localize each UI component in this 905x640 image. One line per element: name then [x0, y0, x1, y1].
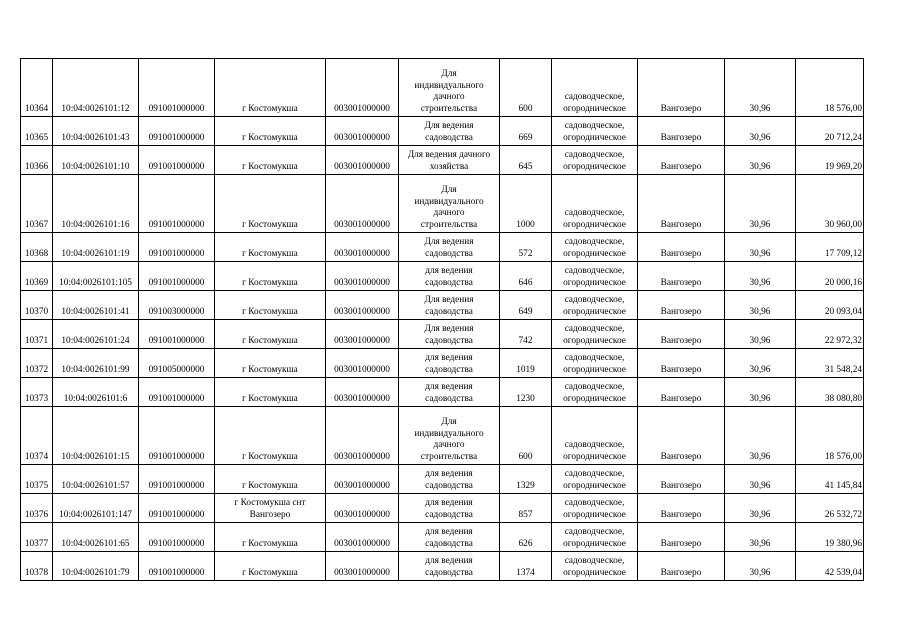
rate-cell: 30,96	[725, 465, 796, 494]
row-number-cell: 10375	[21, 465, 53, 494]
row-number-cell: 10374	[21, 407, 53, 465]
rate-cell: 30,96	[725, 146, 796, 175]
table-row	[21, 349, 864, 378]
row-number-cell: 10378	[21, 552, 53, 581]
zone-cell: Вангозеро	[638, 233, 725, 262]
cadastral-number-cell: 10:04:0026101:24	[53, 320, 139, 349]
location-cell: г Костомукша	[215, 320, 326, 349]
rate-cell: 30,96	[725, 117, 796, 146]
row-number-cell: 10376	[21, 494, 53, 523]
cadastral-value-cell: 20 093,04	[796, 291, 864, 320]
area-cell: 646	[500, 262, 552, 291]
location-cell: г Костомукша	[215, 291, 326, 320]
rate-cell: 30,96	[725, 494, 796, 523]
category-cell: садоводческое, огородническое	[552, 523, 638, 552]
table-row	[21, 175, 864, 233]
rate-cell: 30,96	[725, 59, 796, 117]
zone-cell: Вангозеро	[638, 523, 725, 552]
zone-cell: Вангозеро	[638, 349, 725, 378]
zone-cell: Вангозеро	[638, 146, 725, 175]
permitted-use-cell: Для ведения дачного хозяйства	[399, 146, 500, 175]
area-cell: 1329	[500, 465, 552, 494]
zone-cell: Вангозеро	[638, 378, 725, 407]
zone-cell: Вангозеро	[638, 465, 725, 494]
table-row	[21, 378, 864, 407]
permitted-use-cell: Для ведения садоводства	[399, 320, 500, 349]
cadastral-number-cell: 10:04:0026101:57	[53, 465, 139, 494]
use-code-cell: 003001000000	[326, 175, 399, 233]
rate-cell: 30,96	[725, 233, 796, 262]
cadastral-value-cell: 22 972,32	[796, 320, 864, 349]
location-cell: г Костомукша снт Вангозеро	[215, 494, 326, 523]
use-code-cell: 003001000000	[326, 320, 399, 349]
cadastral-value-cell: 20 000,16	[796, 262, 864, 291]
area-cell: 649	[500, 291, 552, 320]
land-plots-table	[20, 58, 864, 581]
row-number-cell: 10365	[21, 117, 53, 146]
cadastral-number-cell: 10:04:0026101:19	[53, 233, 139, 262]
rate-cell: 30,96	[725, 262, 796, 291]
use-code-cell: 003001000000	[326, 407, 399, 465]
permitted-use-cell: Для индивидуального дачного строительства	[399, 59, 500, 117]
okato-code-cell: 091003000000	[139, 291, 215, 320]
cadastral-value-cell: 17 709,12	[796, 233, 864, 262]
zone-cell: Вангозеро	[638, 59, 725, 117]
rate-cell: 30,96	[725, 407, 796, 465]
table-row	[21, 146, 864, 175]
table-row	[21, 465, 864, 494]
rate-cell: 30,96	[725, 291, 796, 320]
category-cell: садоводческое, огородническое	[552, 233, 638, 262]
okato-code-cell: 091001000000	[139, 59, 215, 117]
row-number-cell: 10377	[21, 523, 53, 552]
row-number-cell: 10371	[21, 320, 53, 349]
cadastral-number-cell: 10:04:0026101:12	[53, 59, 139, 117]
location-cell: г Костомукша	[215, 523, 326, 552]
zone-cell: Вангозеро	[638, 320, 725, 349]
okato-code-cell: 091001000000	[139, 523, 215, 552]
permitted-use-cell: Для ведения садоводства	[399, 117, 500, 146]
cadastral-value-cell: 31 548,24	[796, 349, 864, 378]
use-code-cell: 003001000000	[326, 465, 399, 494]
cadastral-number-cell: 10:04:0026101:41	[53, 291, 139, 320]
zone-cell: Вангозеро	[638, 291, 725, 320]
cadastral-value-cell: 38 080,80	[796, 378, 864, 407]
zone-cell: Вангозеро	[638, 407, 725, 465]
row-number-cell: 10366	[21, 146, 53, 175]
category-cell: садоводческое, огородническое	[552, 117, 638, 146]
okato-code-cell: 091001000000	[139, 378, 215, 407]
category-cell: садоводческое, огородническое	[552, 59, 638, 117]
use-code-cell: 003001000000	[326, 523, 399, 552]
okato-code-cell: 091001000000	[139, 175, 215, 233]
okato-code-cell: 091001000000	[139, 117, 215, 146]
rate-cell: 30,96	[725, 349, 796, 378]
category-cell: садоводческое, огородническое	[552, 407, 638, 465]
cadastral-value-cell: 18 576,00	[796, 407, 864, 465]
category-cell: садоводческое, огородническое	[552, 291, 638, 320]
table-row	[21, 494, 864, 523]
location-cell: г Костомукша	[215, 465, 326, 494]
rate-cell: 30,96	[725, 523, 796, 552]
permitted-use-cell: Для ведения садоводства	[399, 291, 500, 320]
table-row	[21, 320, 864, 349]
cadastral-number-cell: 10:04:0026101:99	[53, 349, 139, 378]
table-row	[21, 291, 864, 320]
permitted-use-cell: для ведения садоводства	[399, 523, 500, 552]
table-row	[21, 523, 864, 552]
cadastral-value-cell: 26 532,72	[796, 494, 864, 523]
table-row	[21, 407, 864, 465]
row-number-cell: 10372	[21, 349, 53, 378]
table-row	[21, 117, 864, 146]
permitted-use-cell: Для индивидуального дачного строительства	[399, 407, 500, 465]
category-cell: садоводческое, огородническое	[552, 465, 638, 494]
cadastral-value-cell: 19 380,96	[796, 523, 864, 552]
location-cell: г Костомукша	[215, 175, 326, 233]
category-cell: садоводческое, огородническое	[552, 349, 638, 378]
category-cell: садоводческое, огородническое	[552, 262, 638, 291]
location-cell: г Костомукша	[215, 378, 326, 407]
zone-cell: Вангозеро	[638, 117, 725, 146]
area-cell: 857	[500, 494, 552, 523]
location-cell: г Костомукша	[215, 407, 326, 465]
rate-cell: 30,96	[725, 552, 796, 581]
rate-cell: 30,96	[725, 378, 796, 407]
location-cell: г Костомукша	[215, 59, 326, 117]
cadastral-value-cell: 30 960,00	[796, 175, 864, 233]
location-cell: г Костомукша	[215, 349, 326, 378]
area-cell: 572	[500, 233, 552, 262]
rate-cell: 30,96	[725, 175, 796, 233]
area-cell: 600	[500, 59, 552, 117]
area-cell: 626	[500, 523, 552, 552]
category-cell: садоводческое, огородническое	[552, 146, 638, 175]
area-cell: 1019	[500, 349, 552, 378]
rate-cell: 30,96	[725, 320, 796, 349]
area-cell: 1374	[500, 552, 552, 581]
category-cell: садоводческое, огородническое	[552, 378, 638, 407]
row-number-cell: 10369	[21, 262, 53, 291]
area-cell: 600	[500, 407, 552, 465]
okato-code-cell: 091001000000	[139, 407, 215, 465]
use-code-cell: 003001000000	[326, 233, 399, 262]
area-cell: 742	[500, 320, 552, 349]
table-row	[21, 59, 864, 117]
area-cell: 1000	[500, 175, 552, 233]
okato-code-cell: 091001000000	[139, 146, 215, 175]
permitted-use-cell: для ведения садоводства	[399, 465, 500, 494]
cadastral-number-cell: 10:04:0026101:10	[53, 146, 139, 175]
permitted-use-cell: для ведения садоводства	[399, 349, 500, 378]
zone-cell: Вангозеро	[638, 552, 725, 581]
cadastral-number-cell: 10:04:0026101:15	[53, 407, 139, 465]
okato-code-cell: 091001000000	[139, 465, 215, 494]
cadastral-number-cell: 10:04:0026101:6	[53, 378, 139, 407]
use-code-cell: 003001000000	[326, 117, 399, 146]
row-number-cell: 10373	[21, 378, 53, 407]
cadastral-number-cell: 10:04:0026101:105	[53, 262, 139, 291]
category-cell: садоводческое, огородническое	[552, 494, 638, 523]
use-code-cell: 003001000000	[326, 262, 399, 291]
use-code-cell: 003001000000	[326, 291, 399, 320]
permitted-use-cell: для ведения садоводства	[399, 552, 500, 581]
okato-code-cell: 091001000000	[139, 262, 215, 291]
permitted-use-cell: для ведения садоводства	[399, 378, 500, 407]
row-number-cell: 10368	[21, 233, 53, 262]
cadastral-value-cell: 18 576,00	[796, 59, 864, 117]
cadastral-value-cell: 42 539,04	[796, 552, 864, 581]
use-code-cell: 003001000000	[326, 146, 399, 175]
use-code-cell: 003001000000	[326, 349, 399, 378]
table-row	[21, 552, 864, 581]
okato-code-cell: 091001000000	[139, 494, 215, 523]
cadastral-value-cell: 19 969,20	[796, 146, 864, 175]
cadastral-number-cell: 10:04:0026101:65	[53, 523, 139, 552]
location-cell: г Костомукша	[215, 262, 326, 291]
table-row	[21, 233, 864, 262]
cadastral-number-cell: 10:04:0026101:16	[53, 175, 139, 233]
category-cell: садоводческое, огородническое	[552, 175, 638, 233]
row-number-cell: 10364	[21, 59, 53, 117]
use-code-cell: 003001000000	[326, 552, 399, 581]
area-cell: 645	[500, 146, 552, 175]
zone-cell: Вангозеро	[638, 262, 725, 291]
cadastral-value-cell: 20 712,24	[796, 117, 864, 146]
permitted-use-cell: Для ведения садоводства	[399, 233, 500, 262]
table-body	[21, 59, 864, 581]
location-cell: г Костомукша	[215, 552, 326, 581]
permitted-use-cell: для ведения садоводства	[399, 262, 500, 291]
category-cell: садоводческое, огородническое	[552, 320, 638, 349]
cadastral-number-cell: 10:04:0026101:147	[53, 494, 139, 523]
table-row	[21, 262, 864, 291]
zone-cell: Вангозеро	[638, 175, 725, 233]
row-number-cell: 10370	[21, 291, 53, 320]
permitted-use-cell: Для индивидуального дачного строительства	[399, 175, 500, 233]
row-number-cell: 10367	[21, 175, 53, 233]
cadastral-number-cell: 10:04:0026101:43	[53, 117, 139, 146]
use-code-cell: 003001000000	[326, 59, 399, 117]
okato-code-cell: 091001000000	[139, 320, 215, 349]
okato-code-cell: 091005000000	[139, 349, 215, 378]
area-cell: 669	[500, 117, 552, 146]
cadastral-value-cell: 41 145,84	[796, 465, 864, 494]
location-cell: г Костомукша	[215, 117, 326, 146]
okato-code-cell: 091001000000	[139, 552, 215, 581]
permitted-use-cell: для ведения садоводства	[399, 494, 500, 523]
okato-code-cell: 091001000000	[139, 233, 215, 262]
use-code-cell: 003001000000	[326, 378, 399, 407]
cadastral-number-cell: 10:04:0026101:79	[53, 552, 139, 581]
location-cell: г Костомукша	[215, 233, 326, 262]
use-code-cell: 003001000000	[326, 494, 399, 523]
category-cell: садоводческое, огородническое	[552, 552, 638, 581]
location-cell: г Костомукша	[215, 146, 326, 175]
area-cell: 1230	[500, 378, 552, 407]
zone-cell: Вангозеро	[638, 494, 725, 523]
